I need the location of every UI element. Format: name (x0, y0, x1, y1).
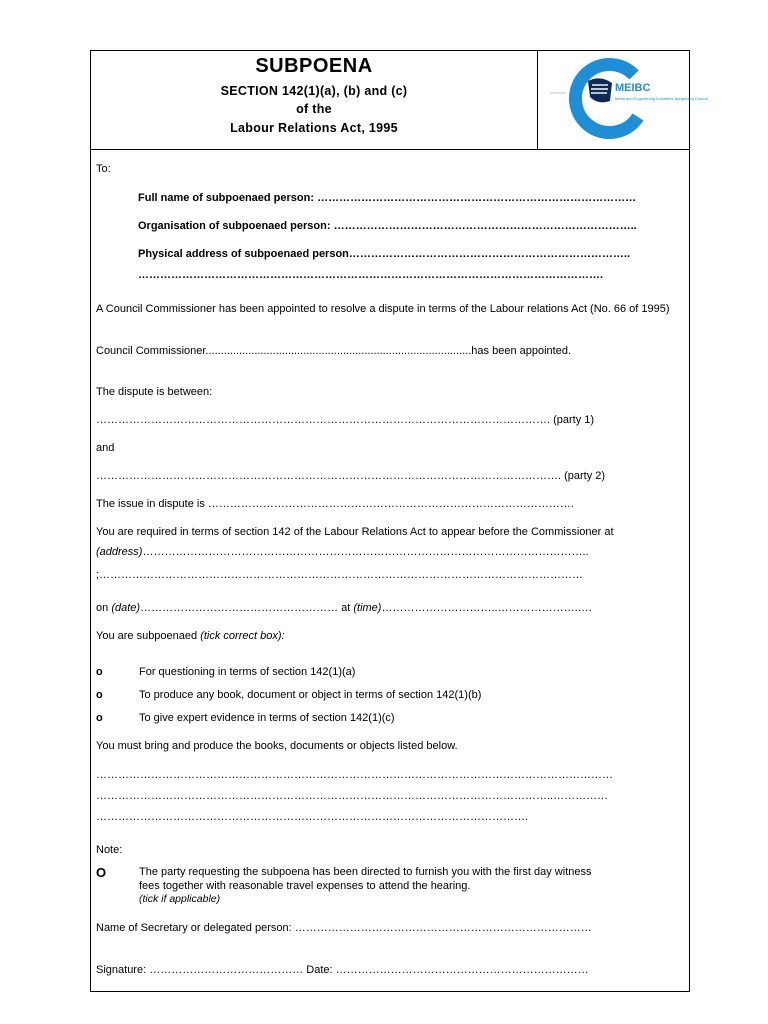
tick-box-label: (tick correct box): (200, 630, 285, 642)
list-line-1[interactable]: …………………………………………………………………………………………………………………………… (96, 769, 613, 781)
time-dots: …………………………..………………….…. (381, 602, 592, 614)
date-label: (date) (111, 602, 141, 614)
address-row[interactable] (96, 546, 589, 558)
commissioner-field[interactable]: Council Commissioner.......................................................................................has been appointed. (96, 345, 572, 357)
required-text: You are required in terms of section 142 of the Labour Relations Act to appear before the Commissioner at (96, 526, 614, 538)
dispute-between-label: The dispute is between: (96, 386, 213, 398)
option-1-text: For questioning in terms of section 142(1)(a) (139, 666, 356, 678)
organisation-field[interactable]: Organisation of subpoenaed person: ……………………………………………………………………….. (138, 220, 637, 232)
secretary-field[interactable]: Name of Secretary or delegated person: ……………………………………………………………………… (96, 922, 592, 934)
option-3-text: To give expert evidence in terms of section 142(1)(c) (139, 712, 395, 724)
to-label: To: (96, 163, 111, 175)
date-dots: ……………………………………………… at (140, 602, 351, 614)
address-line2[interactable]: ;…………………………………………………………………………………………………………………… (96, 569, 584, 581)
form-section: SECTION 142(1)(a), (b) and (c) (220, 84, 408, 98)
option-2-text: To produce any book, document or object in terms of section 142(1)(b) (139, 689, 482, 701)
subpoenaed-label: You are subpoenaed (96, 630, 198, 642)
must-bring-text: You must bring and produce the books, documents or objects listed below. (96, 740, 458, 752)
note-checkbox[interactable]: O (96, 865, 107, 880)
title-cell (91, 51, 538, 149)
physical-address-field[interactable]: Physical address of subpoenaed person………………………………………………………………….. (138, 248, 631, 260)
list-line-3[interactable]: ………………………………………………………………………………………………………. (96, 811, 529, 823)
logo-subtext: Metal and Engineering Industries Bargaining Council (615, 96, 709, 101)
on-label: on (96, 602, 109, 614)
logo-text: MEIBC (615, 82, 651, 94)
option-2-checkbox[interactable]: o (96, 689, 103, 701)
and-label: and (96, 442, 115, 454)
physical-address-continued[interactable]: ………………………………………………………………………………………………………………. (138, 269, 604, 281)
issue-field[interactable]: The issue in dispute is ………………………………………………………………………………………. (96, 498, 574, 510)
note-text-2: fees together with reasonable travel expenses to attend the hearing. (139, 880, 471, 892)
full-name-field[interactable]: Full name of subpoenaed person: …………………………………………………………………………… (138, 192, 637, 204)
date-time-row[interactable] (96, 602, 592, 614)
logo-cell (538, 51, 709, 149)
form-act: Labour Relations Act, 1995 (230, 121, 398, 135)
party1-field[interactable]: ……………………………………………………………………………………………………………. (party 1) (96, 414, 595, 426)
party2-field[interactable]: ………………………………………………………………………………………………………………. (party 2) (96, 470, 606, 482)
option-3-checkbox[interactable]: o (96, 712, 103, 724)
form-header (91, 51, 709, 150)
address-label: (address) (96, 546, 143, 558)
subpoenaed-row (96, 630, 285, 642)
intro-text: A Council Commissioner has been appointed to resolve a dispute in terms of the Labour relations Act (No. 66 of 1995) (96, 303, 670, 315)
list-line-2[interactable]: ……………………………………………………………………………………………………………..…………… (96, 790, 609, 802)
note-tick-label: (tick if applicable) (139, 893, 221, 905)
meibc-logo (538, 51, 709, 149)
logo-emblem (588, 78, 612, 102)
note-label: Note: (96, 844, 123, 856)
option-1-checkbox[interactable]: o (96, 666, 103, 678)
note-text-1: The party requesting the subpoena has been directed to furnish you with the first day witness (139, 866, 592, 878)
address-dots: ………………………………………………………………………………………………………….. (142, 546, 589, 558)
form-of-the: of the (296, 102, 332, 116)
signature-date-field[interactable]: Signature: …………………………………… Date: …………………………………………………………… (96, 964, 589, 976)
time-label: (time) (353, 602, 382, 614)
form-title: SUBPOENA (255, 55, 373, 77)
